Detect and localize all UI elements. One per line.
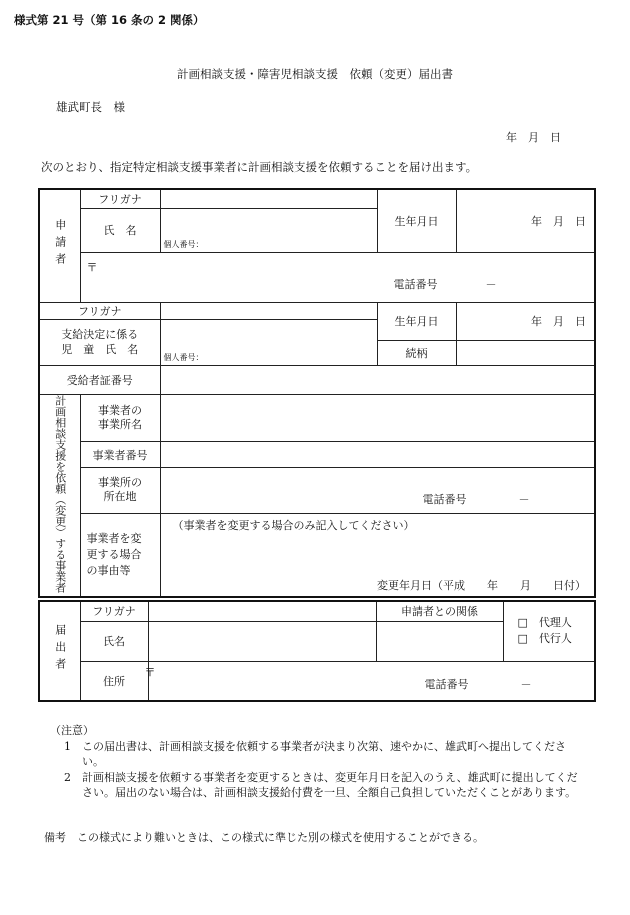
child-dob-label: 生年月日	[377, 302, 456, 340]
provider-section-label: 計画相談支援を依頼（変更）する事業者	[39, 394, 80, 597]
submitter-name-label: 氏名	[80, 621, 148, 661]
application-form-table	[38, 188, 596, 598]
change-date-field[interactable]: 変更年月日（平成 年 月 日付）	[377, 578, 586, 592]
submitter-phone-label: 電話番号	[424, 678, 469, 691]
child-name-label: 支給決定に係る 児 童 氏 名	[39, 319, 160, 365]
submitter-table	[38, 600, 596, 702]
submitter-section-label: 届出者	[39, 601, 80, 701]
child-furigana-label: フリガナ	[39, 302, 160, 319]
provider-office-name-field[interactable]	[160, 394, 595, 442]
relation-field[interactable]	[376, 621, 503, 661]
submitter-name-field[interactable]	[148, 621, 376, 661]
child-relationship-label: 続柄	[377, 340, 456, 365]
provider-phone-separator: －	[518, 492, 530, 506]
submission-date-fields[interactable]: 年 月 日	[506, 131, 561, 144]
applicant-postal-mark: 〒	[86, 260, 98, 274]
submitter-address-field[interactable]	[144, 661, 595, 701]
applicant-personal-number-label: 個人番号：	[163, 239, 204, 249]
relation-header: 申請者との関係	[376, 601, 503, 621]
applicant-dob-field[interactable]: 年 月 日	[456, 189, 595, 252]
change-reason-field[interactable]	[160, 513, 595, 596]
agent-checkbox[interactable]: □ 代理人	[517, 616, 572, 630]
submitter-furigana-label: フリガナ	[80, 601, 148, 621]
remarks: 備考 この様式により難いときは、この様式に準じた別の様式を使用することができる。	[44, 831, 484, 844]
provider-number-field[interactable]	[160, 442, 595, 468]
provider-office-name-label: 事業者の 事業所名	[80, 394, 160, 442]
submitter-phone-separator: －	[520, 678, 532, 691]
note-item-1: 1 この届出書は、計画相談支援を依頼する事業者が決まり次第、速やかに、雄武町へ提出してください。	[64, 739, 566, 768]
provider-number-label: 事業者番号	[80, 442, 160, 468]
submitter-furigana-field[interactable]	[148, 601, 376, 621]
applicant-furigana-label: フリガナ	[80, 189, 160, 208]
note-item-2: 2 計画相談支援を依頼する事業者を変更するときは、変更年月日を記入のうえ、雄武町に提出してください。届出のない場合は、計画相談支援給付費を一旦、全額自己負担していただくことがあります。	[64, 770, 578, 799]
applicant-name-label: 氏 名	[80, 208, 160, 252]
child-personal-number-label: 個人番号：	[163, 352, 204, 362]
applicant-furigana-field[interactable]	[160, 189, 377, 208]
provider-address-label: 事業所の 所在地	[80, 468, 160, 514]
notes-heading: （注意）	[50, 724, 94, 737]
applicant-section-label: 申請者	[39, 189, 80, 302]
document-title: 計画相談支援・障害児相談支援 依頼（変更）届出書	[177, 67, 453, 81]
applicant-name-field[interactable]	[160, 208, 377, 252]
change-reason-label: 事業者を変 更する場合 の事由等	[80, 513, 160, 596]
applicant-address-field[interactable]	[80, 252, 595, 302]
form-number: 様式第 21 号（第 16 条の 2 関係）	[14, 13, 205, 27]
submitter-address-label: 住所	[80, 661, 148, 701]
provider-address-field[interactable]	[160, 468, 595, 514]
intro-statement: 次のとおり、指定特定相談支援事業者に計画相談支援を依頼することを届け出ます。	[41, 160, 478, 174]
recipient-number-field[interactable]	[160, 365, 595, 394]
child-dob-field[interactable]: 年 月 日	[456, 302, 595, 340]
recipient-number-label: 受給者証番号	[39, 365, 160, 394]
relation-options	[503, 601, 595, 661]
child-furigana-field[interactable]	[160, 302, 377, 319]
child-name-field[interactable]	[160, 319, 377, 365]
addressee: 雄武町長 様	[56, 100, 125, 114]
submitter-postal-mark: 〒	[144, 665, 156, 679]
applicant-phone-label: 電話番号	[393, 277, 438, 291]
change-reason-note: （事業者を変更する場合のみ記入してください）	[172, 518, 415, 532]
child-relationship-field[interactable]	[456, 340, 595, 365]
applicant-phone-separator: －	[485, 277, 497, 291]
notes	[50, 723, 582, 801]
applicant-dob-label: 生年月日	[377, 189, 456, 252]
provider-phone-label: 電話番号	[422, 492, 467, 506]
proxy-checkbox[interactable]: □ 代行人	[517, 632, 572, 646]
